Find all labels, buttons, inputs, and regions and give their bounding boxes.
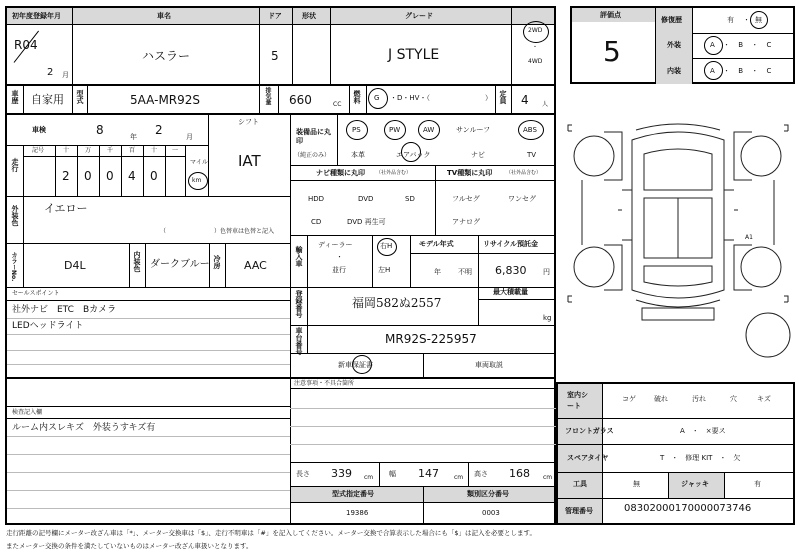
grade: J STYLE: [388, 47, 440, 63]
width-unit: cm: [454, 474, 464, 481]
color-label: 外装色: [11, 205, 19, 226]
inspection-label: 車検: [32, 126, 46, 134]
displacement-unit: CC: [333, 101, 342, 108]
mileage-header-sen: 千: [107, 147, 114, 154]
length-value: 339: [331, 467, 352, 480]
seat-dirt: 汚れ: [692, 395, 706, 403]
shift-label: シフト: [238, 118, 259, 126]
shift-value: IAT: [238, 152, 261, 170]
mileage-header-man: 万: [85, 147, 92, 154]
car-name-label: 車名: [157, 12, 171, 20]
mileage-header-tens-man: 十: [63, 147, 70, 154]
navi-dvd-play: DVD 再生可: [347, 218, 386, 226]
inspector-label: 検査記入欄: [12, 409, 43, 416]
repair-option-none: 無: [755, 16, 762, 24]
model-year-unknown: 不明: [458, 268, 472, 276]
jack-label: ジャッキ: [681, 480, 709, 488]
interior-options: A ・ B ・ C: [710, 67, 772, 75]
first-reg-year: R04: [14, 38, 38, 52]
first-reg-month: 2: [47, 67, 54, 78]
length-label: 長さ: [296, 470, 310, 478]
glass-label: フロントガラス: [565, 427, 614, 435]
navi-type-sub: （社外品含む）: [376, 170, 412, 176]
inspection-month: 2: [155, 123, 163, 137]
recycle-unit: 円: [543, 268, 550, 276]
first-reg-label: 初年度登録年月: [12, 12, 61, 20]
type-no-label: 型式指定番号: [332, 490, 374, 498]
model-year-label: モデル年式: [419, 240, 454, 248]
tools-value: 無: [633, 480, 640, 488]
class-no-label: 類別区分番号: [467, 490, 509, 498]
width-value: 147: [418, 467, 439, 480]
parallel: 並行: [332, 266, 346, 274]
model-year-unit: 年: [434, 268, 441, 276]
equip-abs: ABS: [523, 126, 537, 134]
car-name: ハスラー: [142, 49, 191, 63]
km-label: km: [192, 177, 202, 184]
seat-label: 室内シート: [567, 391, 588, 410]
fuel-options: ・D・HV・（: [390, 94, 430, 102]
import-label: 輸入車: [295, 246, 303, 267]
spare-label: スペアタイヤ: [567, 454, 609, 462]
seat-tear: 破れ: [654, 395, 668, 403]
equip-leather: 本革: [351, 151, 365, 159]
capacity-value: 4: [521, 93, 529, 107]
model-value: 5AA-MR92S: [130, 93, 201, 107]
equip-airbag: エアバック: [396, 151, 431, 159]
width-label: 幅: [389, 470, 396, 478]
warranty: 新車保証書: [338, 361, 373, 369]
repair-option-dot: ・: [743, 16, 750, 24]
mileage-header-juu: 十: [151, 147, 158, 154]
class-no-value: 0003: [482, 509, 500, 517]
seat-hole: 穴: [730, 395, 737, 403]
interior-color-label: 内装色: [133, 251, 141, 272]
reg-no-value: 福岡582ぬ2557: [352, 296, 442, 310]
max-load-label: 最大積載量: [493, 288, 528, 296]
recycle-label: リサイクル預託金: [483, 240, 539, 248]
model-label: 型式: [76, 90, 84, 104]
inspector-note: ルーム内スレキズ 外装うすキズ有: [12, 423, 156, 433]
footer-note-2: またメーター交換の条件を満たしていないものはメーター改ざん車扱いとなります。: [6, 542, 253, 550]
manual: 車両取説: [475, 361, 503, 369]
capacity-label: 定員: [499, 90, 507, 104]
seat-burn: コゲ: [622, 395, 636, 403]
tools-label: 工具: [573, 480, 587, 488]
navi-dvd: DVD: [358, 195, 374, 203]
door-count: 5: [271, 49, 279, 63]
use-value: 自家用: [31, 93, 64, 106]
equip-sunroof: サンルーフ: [456, 126, 491, 134]
use-label: 車歴: [11, 90, 19, 104]
color-no-label: カラーNo.: [10, 252, 17, 282]
equip-navi: ナビ: [471, 151, 485, 159]
equip-ps: PS: [352, 126, 361, 134]
mileage-digit-1: 2: [62, 169, 70, 183]
equip-tv: TV: [527, 151, 537, 159]
height-value: 168: [509, 467, 530, 480]
mileage-header-ichi: 一: [172, 147, 179, 154]
mileage-header-hyaku: 百: [129, 147, 136, 154]
fuel-label: 燃料: [353, 90, 361, 104]
dealer-dot: ・: [336, 253, 343, 261]
repair-option-yes: 有: [727, 16, 734, 24]
drive-dot: ・: [532, 44, 539, 51]
tv-oneseg: ワンセグ: [508, 195, 536, 203]
jack-value: 有: [754, 480, 761, 488]
recycle-value: 6,830: [495, 264, 527, 277]
ac-value: AAC: [244, 259, 267, 272]
color-note: （ ）色替車は色替と記入: [160, 228, 275, 235]
shape-label: 形状: [302, 12, 316, 20]
navi-cd: CD: [311, 218, 322, 226]
displacement-value: 660: [289, 93, 312, 107]
sales-point-1: 社外ナビ ETC Bカメラ: [12, 305, 117, 315]
equipment-label: 装備品に丸印: [296, 128, 331, 146]
mgmt-label: 管理番号: [565, 507, 593, 515]
equip-pw: PW: [389, 126, 401, 134]
ac-label: 冷房: [213, 255, 221, 269]
reg-no-label: 登録番号: [295, 290, 303, 318]
seat-scratch: キズ: [757, 395, 771, 403]
tv-analog: アナログ: [452, 218, 480, 226]
fuel-option-g: G: [374, 94, 380, 102]
mileage-digit-2: 0: [84, 169, 92, 183]
inspection-year-unit: 年: [130, 133, 137, 141]
spare-options: T ・ 修理 KIT ・ 欠: [660, 454, 741, 462]
repair-label: 修復歴: [661, 16, 682, 24]
score-value: 5: [603, 35, 621, 68]
sales-point-2: LEDヘッドライト: [12, 321, 84, 331]
mileage-digit-5: 0: [150, 169, 158, 183]
chassis-label: 車台番号: [295, 327, 303, 355]
mileage-digit-3: 0: [106, 169, 114, 183]
notes-label: 注意事項・不具合箇所: [294, 380, 355, 387]
displacement-label: 排気量: [264, 87, 271, 105]
handle-r: 右H: [380, 242, 393, 250]
tv-type-sub: （社外品含む）: [506, 170, 542, 176]
chassis-value: MR92S-225957: [385, 332, 477, 346]
footer-note-1: 走行距離の記号欄にメーター改ざん車は「*」、メーター交換車は「$」、走行不明車は「#」を記入してください。メーター交換で合算表示した場合にも「$」は記入を必要とします。: [6, 529, 536, 537]
inspection-year: 8: [96, 123, 104, 137]
tv-type-label: TV種類に丸印: [447, 169, 493, 177]
color-no-value: D4L: [64, 259, 86, 272]
mileage-label: 走行: [11, 158, 19, 172]
drive-4wd: 4WD: [528, 58, 543, 65]
glass-options: A ・ ×要ス: [680, 427, 726, 435]
exterior-options: A ・ B ・ C: [710, 41, 772, 49]
length-unit: cm: [364, 474, 374, 481]
grade-label: グレード: [405, 12, 433, 20]
score-label: 評価点: [600, 11, 621, 19]
interior-label: 内装: [667, 67, 681, 75]
drive-2wd: 2WD: [528, 27, 543, 34]
color-value: イエロー: [44, 202, 88, 215]
sales-point-label: セールスポイント: [12, 290, 60, 297]
inspection-month-unit: 月: [186, 133, 193, 141]
exterior-label: 外装: [667, 41, 681, 49]
navi-type-label: ナビ種類に丸印: [316, 169, 365, 177]
mileage-header-symbol: 記号: [32, 147, 45, 154]
mgmt-value: 08302000170000073746: [624, 503, 752, 514]
mile-label: マイル: [190, 159, 208, 166]
fuel-option-close: ）: [485, 94, 492, 102]
car-damage-diagram: [562, 110, 794, 380]
dealer: ディーラー: [318, 241, 353, 249]
navi-sd: SD: [405, 195, 415, 203]
door-label: ドア: [268, 12, 282, 20]
interior-color-value: ダークブルー: [150, 259, 210, 270]
height-label: 高さ: [474, 470, 488, 478]
equip-aw: AW: [423, 126, 435, 134]
tv-fullseg: フルセグ: [452, 195, 480, 203]
handle-l: 左H: [378, 266, 391, 274]
type-no-value: 19386: [346, 509, 369, 517]
max-load-unit: kg: [543, 314, 552, 322]
mileage-digit-4: 4: [128, 169, 136, 183]
first-reg-month-unit: 月: [62, 71, 69, 79]
navi-hdd: HDD: [308, 195, 325, 203]
capacity-unit: 人: [542, 101, 549, 108]
equipment-sub: （純正のみ）: [294, 152, 331, 159]
diagram-marker: A1: [745, 234, 753, 241]
height-unit: cm: [543, 474, 553, 481]
